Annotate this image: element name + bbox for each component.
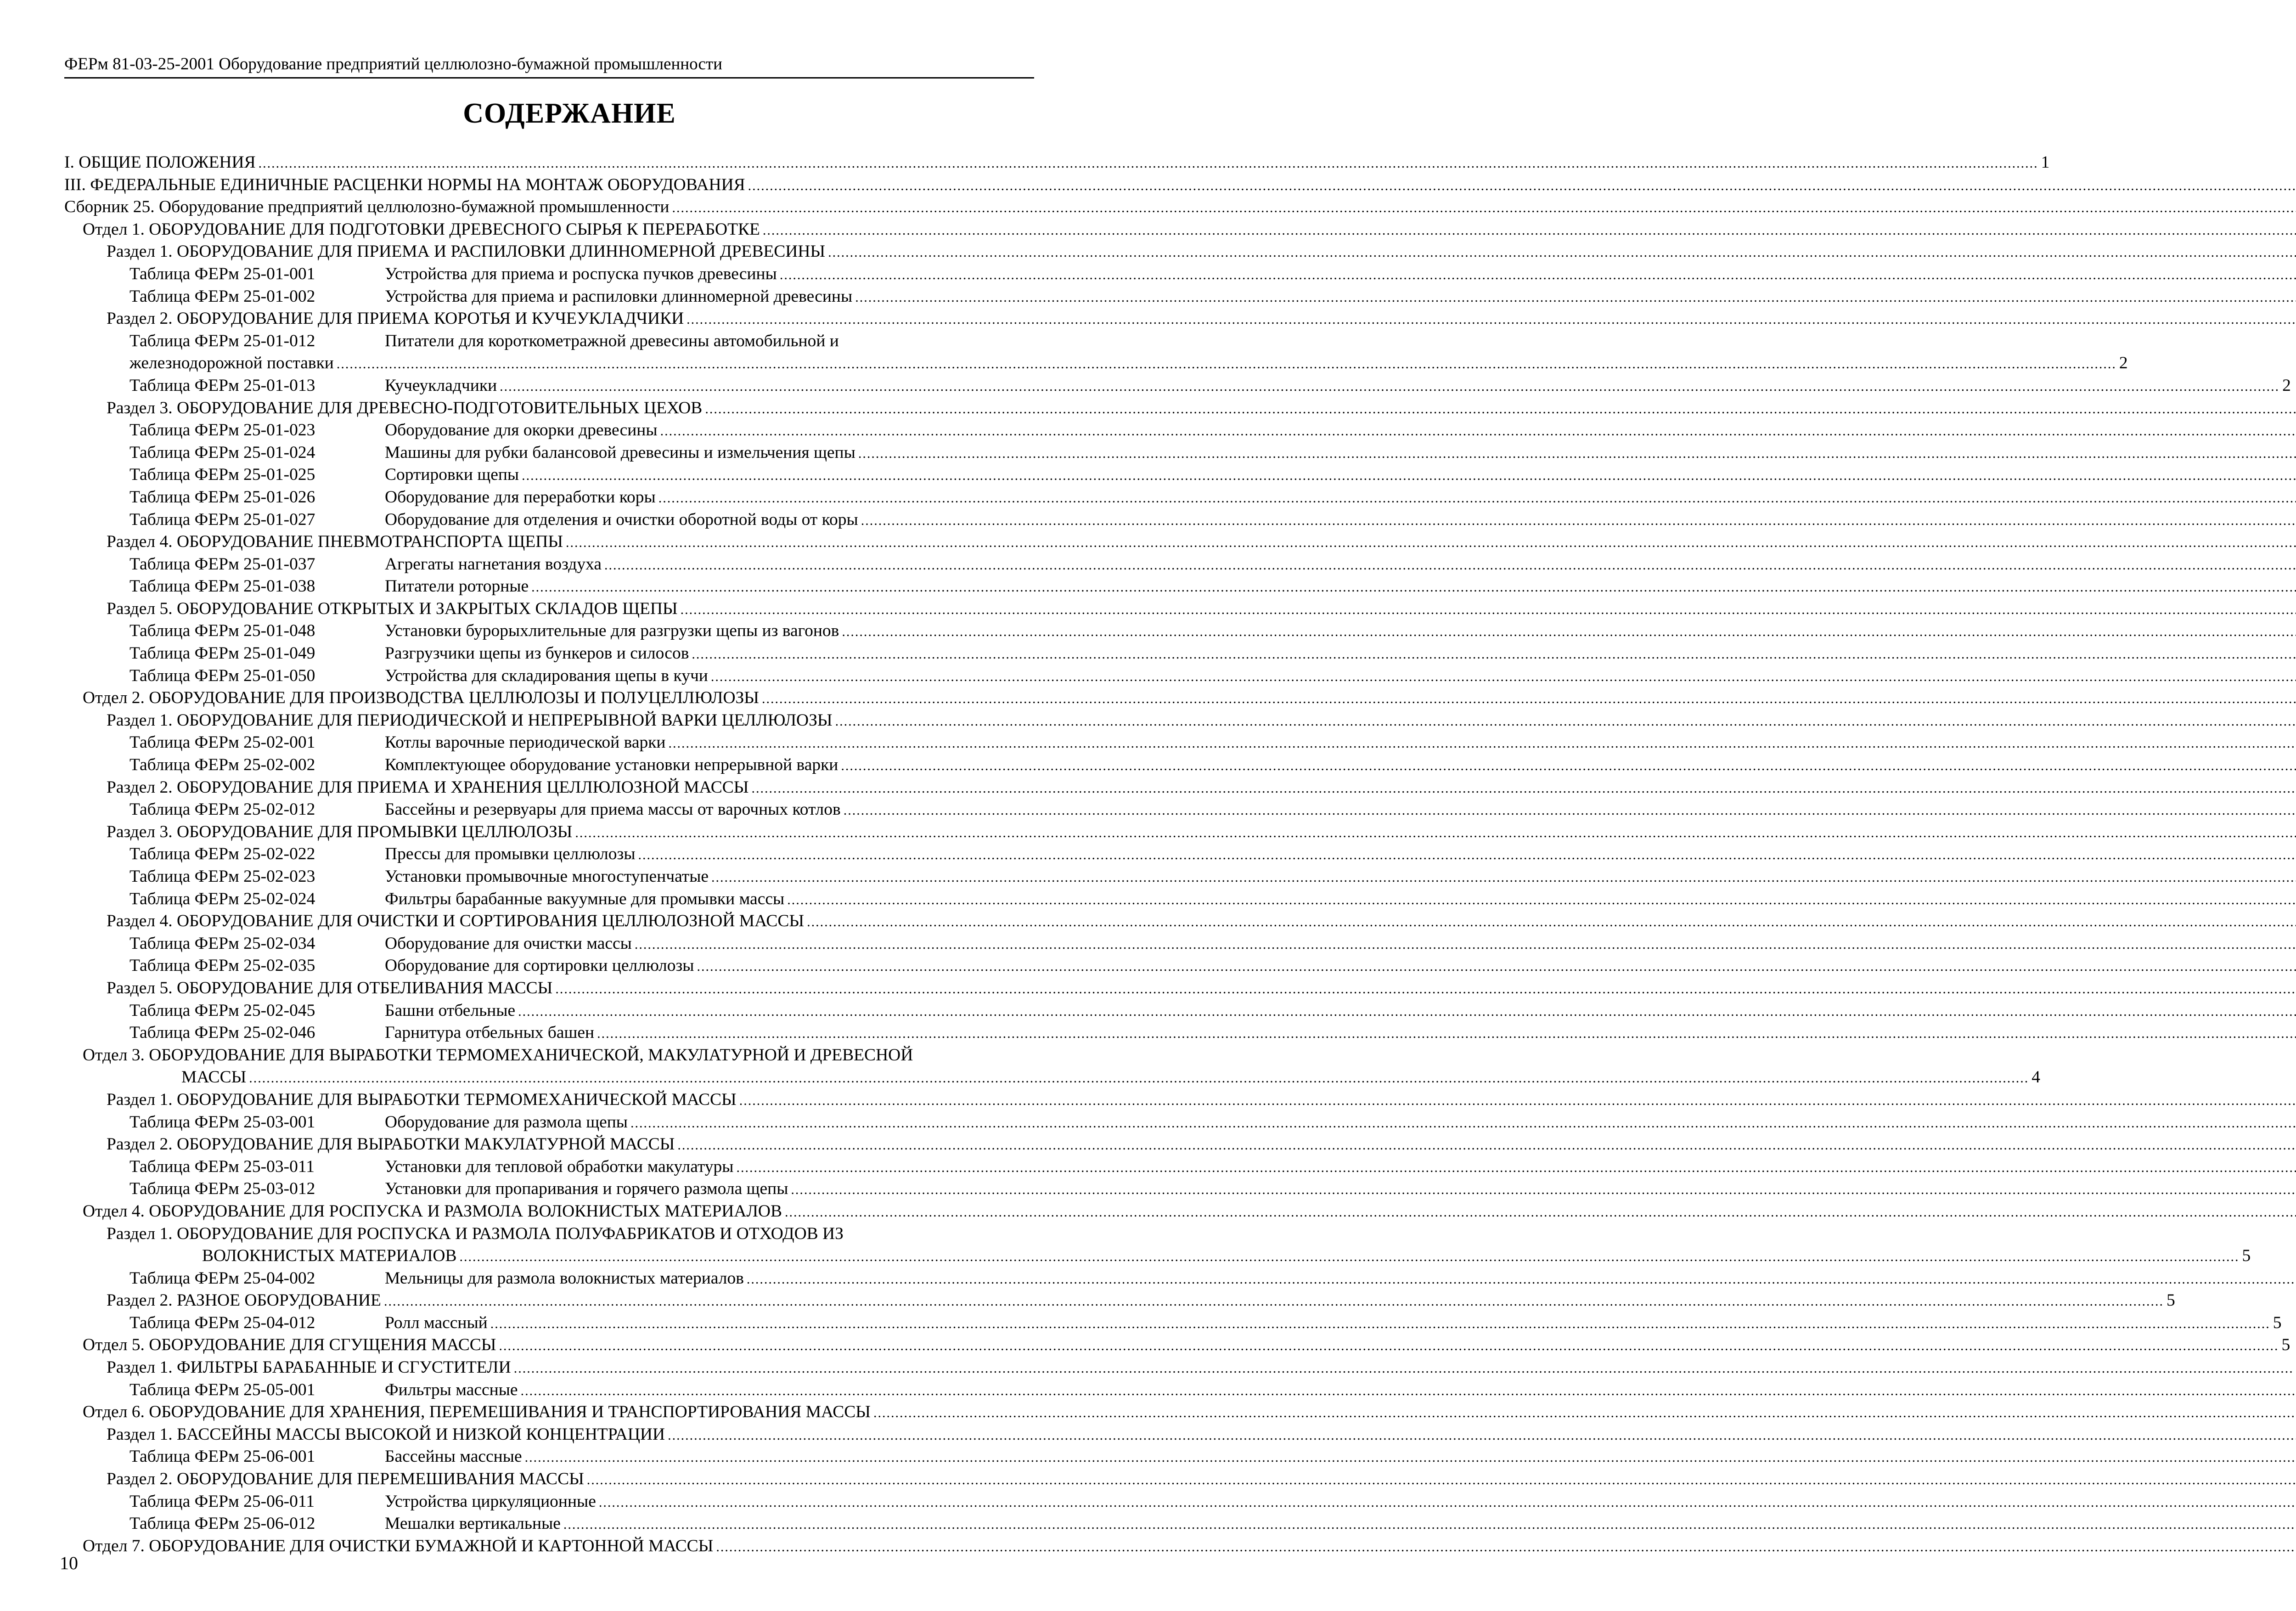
toc-entry-title: Сборник 25. Оборудование предприятий целлюлозно-бумажной промышленности [64, 197, 670, 217]
toc-entry[interactable] [64, 754, 1034, 777]
toc-table-code: Таблица ФЕРм 25-01-001 [129, 264, 315, 283]
toc-entry-title: Раздел 5. ОБОРУДОВАНИЕ ОТКРЫТЫХ И ЗАКРЫТЫХ СКЛАДОВ ЩЕПЫ [107, 599, 678, 618]
toc-entry-title: ВОЛОКНИСТЫХ МАТЕРИАЛОВ [202, 1246, 457, 1266]
toc-entry-title: Питатели роторные [385, 577, 529, 596]
dot-leader [835, 710, 2296, 733]
toc-table-code: Таблица ФЕРм 25-03-011 [129, 1157, 315, 1176]
dot-leader [739, 1090, 2296, 1112]
toc-table-code: Таблица ФЕРм 25-01-037 [129, 554, 315, 574]
dot-leader [499, 1335, 2279, 1358]
dot-leader [521, 1380, 2296, 1403]
toc-table-code: Таблица ФЕРм 25-01-013 [129, 376, 315, 395]
toc-table-code: Таблица ФЕРм 25-01-012 [129, 331, 315, 350]
toc-entry-title: Оборудование для отделения и очистки оборотной воды от коры [385, 510, 858, 529]
dot-leader [828, 242, 2296, 264]
toc-entry[interactable] [64, 352, 2128, 375]
toc-entry-title: Раздел 2. РАЗНОЕ ОБОРУДОВАНИЕ [107, 1291, 381, 1310]
dot-leader [855, 287, 2296, 309]
toc-entry-title: Бассейны и резервуары для приема массы от варочных котлов [385, 800, 841, 819]
toc-entry-title: Установки промывочные многоступенчатые [385, 867, 709, 886]
toc-entry[interactable] [64, 509, 1034, 531]
toc-table-code: Таблица ФЕРм 25-02-022 [129, 845, 315, 864]
toc-entry[interactable] [64, 1267, 1034, 1290]
toc-entry[interactable] [64, 620, 1034, 642]
dot-leader [259, 152, 2038, 175]
dot-leader [672, 197, 2296, 220]
dot-leader [873, 1402, 2296, 1425]
toc-entry-title: Оборудование для сортировки целлюлозы [385, 956, 694, 975]
toc-entry-title: Гарнитура отбельных башен [385, 1023, 595, 1042]
toc-table-code: Таблица ФЕРм 25-06-001 [129, 1447, 315, 1466]
toc-entry-title: Оборудование для окорки древесины [385, 421, 658, 440]
toc-entry[interactable] [64, 308, 1034, 330]
toc-entry[interactable] [64, 710, 1034, 732]
toc-entry[interactable] [64, 1044, 1034, 1067]
toc-entry-title: Раздел 1. ОБОРУДОВАНИЕ ДЛЯ ВЫРАБОТКИ ТЕРМОМЕХАНИЧЕСКОЙ МАССЫ [107, 1090, 737, 1109]
toc-table-code: Таблица ФЕРм 25-06-012 [129, 1514, 315, 1533]
toc-entry-title: Отдел 5. ОБОРУДОВАНИЕ ДЛЯ СГУЩЕНИЯ МАССЫ [83, 1335, 496, 1355]
dot-leader [587, 1469, 2296, 1492]
dot-leader [518, 1001, 2296, 1023]
toc-entry-title: Раздел 4. ОБОРУДОВАНИЕ ДЛЯ ОЧИСТКИ И СОРТИРОВАНИЯ ЦЕЛЛЮЛОЗНОЙ МАССЫ [107, 912, 805, 931]
dot-leader [705, 398, 2296, 421]
toc-table-code: Таблица ФЕРм 25-01-027 [129, 510, 315, 529]
toc-entry-title: Оборудование для переработки коры [385, 487, 656, 507]
dot-leader [762, 688, 2296, 710]
toc-entry-title: Кучеукладчики [385, 376, 497, 395]
toc-entry-title: Прессы для промывки целлюлозы [385, 845, 636, 864]
dot-leader [522, 465, 2296, 487]
toc-entry-title: Башни отбельные [385, 1001, 516, 1020]
toc-entry[interactable] [64, 531, 1034, 553]
page-title: СОДЕРЖАНИЕ [463, 98, 676, 129]
toc-entry-title: Отдел 3. ОБОРУДОВАНИЕ ДЛЯ ВЫРАБОТКИ ТЕРМОМЕХАНИЧЕСКОЙ, МАКУЛАТУРНОЙ И ДРЕВЕСНОЙ [83, 1045, 913, 1065]
toc-page-number: 2 [2282, 376, 2291, 395]
toc-entry[interactable] [64, 1491, 1034, 1513]
toc-table-code: Таблица ФЕРм 25-01-048 [129, 621, 315, 641]
toc-entry-title: Установки для тепловой обработки макулатуры [385, 1157, 734, 1176]
toc-entry-title: Раздел 2. ОБОРУДОВАНИЕ ДЛЯ ПРИЕМА КОРОТЬЯ И КУЧЕУКЛАДЧИКИ [107, 309, 684, 328]
toc-entry[interactable] [64, 1379, 1034, 1402]
toc-entry-title: Раздел 1. ОБОРУДОВАНИЕ ДЛЯ РОСПУСКА И РАЗМОЛА ПОЛУФАБРИКАТОВ И ОТХОДОВ ИЗ [107, 1224, 844, 1243]
toc-entry-title: Отдел 6. ОБОРУДОВАНИЕ ДЛЯ ХРАНЕНИЯ, ПЕРЕМЕШИВАНИЯ И ТРАНСПОРТИРОВАНИЯ МАССЫ [83, 1403, 871, 1422]
toc-page-number: 5 [2166, 1291, 2175, 1310]
toc-entry[interactable] [64, 174, 1034, 197]
toc-entry[interactable] [64, 1513, 1034, 1535]
toc-entry[interactable] [64, 1000, 1034, 1022]
dot-leader [697, 956, 2296, 978]
dot-leader [658, 487, 2296, 510]
toc-entry-title: Раздел 1. ОБОРУДОВАНИЕ ДЛЯ ПРИЕМА И РАСПИЛОВКИ ДЛИННОМЕРНОЙ ДРЕВЕСИНЫ [107, 242, 826, 261]
toc-entry-title: Комплектующее оборудование установки непрерывной варки [385, 755, 838, 775]
toc-entry-title: Раздел 5. ОБОРУДОВАНИЕ ДЛЯ ОТБЕЛИВАНИЯ МАССЫ [107, 978, 553, 997]
toc-table-code: Таблица ФЕРм 25-02-002 [129, 755, 315, 775]
toc-entry[interactable] [64, 152, 2050, 174]
dot-leader [687, 309, 2296, 331]
toc-entry[interactable] [64, 866, 1034, 888]
dot-leader [861, 510, 2296, 532]
toc-entry-title: Отдел 4. ОБОРУДОВАНИЕ ДЛЯ РОСПУСКА И РАЗМОЛА ВОЛОКНИСТЫХ МАТЕРИАЛОВ [83, 1201, 782, 1221]
dot-leader [791, 1179, 2296, 1201]
dot-leader [459, 1246, 2239, 1268]
toc-entry[interactable] [64, 1446, 1034, 1468]
dot-leader [638, 844, 2296, 867]
toc-entry[interactable] [64, 241, 1034, 263]
toc-entry-title: Устройства циркуляционные [385, 1492, 596, 1511]
toc-entry-title: Сортировки щепы [385, 465, 519, 484]
toc-page-number: 1 [2041, 153, 2050, 172]
dot-leader [785, 1201, 2296, 1224]
toc-entry-title: Бассейны массные [385, 1447, 522, 1466]
toc-entry[interactable] [64, 1468, 1034, 1491]
toc-entry[interactable] [64, 442, 1034, 464]
toc-entry-title: Раздел 2. ОБОРУДОВАНИЕ ДЛЯ ПЕРЕМЕШИВАНИЯ МАССЫ [107, 1470, 584, 1489]
toc-entry[interactable] [64, 1290, 2175, 1312]
toc-table-code: Таблица ФЕРм 25-02-046 [129, 1023, 315, 1042]
table-of-contents [64, 152, 2291, 1557]
toc-entry[interactable] [64, 732, 1034, 754]
toc-entry-title: Фильтры барабанные вакуумные для промывки массы [385, 889, 785, 908]
toc-entry-title: Отдел 1. ОБОРУДОВАНИЕ ДЛЯ ПОДГОТОВКИ ДРЕВЕСНОГО СЫРЬЯ К ПЕРЕРАБОТКЕ [83, 220, 760, 239]
toc-entry[interactable] [64, 821, 1034, 844]
toc-entry[interactable] [64, 330, 1034, 353]
dot-leader [337, 353, 2116, 376]
toc-entry[interactable] [64, 1223, 1034, 1245]
toc-entry-title: Мельницы для размола волокнистых материалов [385, 1268, 744, 1288]
toc-page-number: 5 [2242, 1246, 2251, 1266]
toc-entry[interactable] [64, 196, 1034, 219]
toc-entry-title: Устройства для приема и распиловки длинномерной древесины [385, 287, 853, 306]
dot-leader [555, 978, 2296, 1001]
toc-table-code: Таблица ФЕРм 25-01-038 [129, 577, 315, 596]
dot-leader [747, 1268, 2296, 1291]
dot-leader [841, 755, 2296, 777]
toc-entry[interactable] [64, 1200, 1034, 1223]
toc-entry[interactable] [64, 665, 1034, 687]
running-header: ФЕРм 81-03-25-2001 Оборудование предприятий целлюлозно-бумажной промышленности [64, 54, 1034, 79]
toc-entry-title: Питатели для короткометражной древесины автомобильной и [385, 331, 839, 350]
dot-leader [599, 1492, 2296, 1514]
toc-entry[interactable] [64, 642, 1034, 665]
dot-leader [668, 1425, 2296, 1447]
toc-entry[interactable] [64, 486, 1034, 509]
dot-leader [490, 1313, 2270, 1335]
toc-entry-title: Оборудование для размола щепы [385, 1112, 628, 1132]
toc-entry-title: Раздел 3. ОБОРУДОВАНИЕ ДЛЯ ПРОМЫВКИ ЦЕЛЛЮЛОЗЫ [107, 822, 573, 841]
dot-leader [692, 643, 2296, 666]
dot-leader [597, 1023, 2296, 1045]
toc-entry[interactable] [64, 799, 1034, 821]
toc-table-code: Таблица ФЕРм 25-02-035 [129, 956, 315, 975]
toc-entry[interactable] [64, 397, 1034, 420]
toc-entry-title: Раздел 1. БАССЕЙНЫ МАССЫ ВЫСОКОЙ И НИЗКОЙ КОНЦЕНТРАЦИИ [107, 1425, 665, 1444]
toc-entry[interactable] [64, 977, 1034, 1000]
dot-leader [525, 1447, 2296, 1469]
dot-leader [249, 1067, 2029, 1090]
toc-table-code: Таблица ФЕРм 25-01-049 [129, 644, 315, 663]
dot-leader [858, 443, 2296, 465]
toc-table-code: Таблица ФЕРм 25-01-026 [129, 487, 315, 507]
toc-table-code: Таблица ФЕРм 25-02-024 [129, 889, 315, 908]
toc-table-code: Таблица ФЕРм 25-06-011 [129, 1492, 315, 1511]
dot-leader [566, 532, 2296, 554]
toc-entry[interactable] [64, 375, 2291, 397]
dot-leader [711, 666, 2296, 688]
toc-table-code: Таблица ФЕРм 25-01-024 [129, 443, 315, 462]
toc-entry[interactable] [64, 1066, 2041, 1089]
dot-leader [752, 777, 2296, 800]
dot-leader [531, 576, 2296, 599]
dot-leader [563, 1514, 2296, 1536]
toc-table-code: Таблица ФЕРм 25-02-034 [129, 934, 315, 953]
dot-leader [844, 800, 2296, 822]
toc-entry-title: Установки для пропаривания и горячего размола щепы [385, 1179, 788, 1199]
toc-entry-title: Отдел 2. ОБОРУДОВАНИЕ ДЛЯ ПРОИЗВОДСТВА ЦЕЛЛЮЛОЗЫ И ПОЛУЦЕЛЛЮЛОЗЫ [83, 688, 760, 708]
toc-entry-title: Оборудование для очистки массы [385, 934, 632, 953]
dot-leader [500, 376, 2279, 398]
toc-entry[interactable] [64, 1312, 2282, 1335]
toc-entry-title: Установки бурорыхлительные для разгрузки щепы из вагонов [385, 621, 839, 641]
toc-entry-title: I. ОБЩИЕ ПОЛОЖЕНИЯ [64, 153, 256, 172]
toc-entry-title: Раздел 1. ФИЛЬТРЫ БАРАБАННЫЕ И СГУСТИТЕЛИ [107, 1358, 511, 1377]
toc-entry-title: Раздел 4. ОБОРУДОВАНИЕ ПНЕВМОТРАНСПОРТА ЩЕПЫ [107, 532, 563, 552]
toc-entry[interactable] [64, 1245, 2251, 1267]
dot-leader [716, 1536, 2296, 1559]
dot-leader [635, 934, 2296, 956]
toc-entry[interactable] [64, 553, 1034, 576]
toc-entry[interactable] [64, 1401, 1034, 1424]
toc-entry-title: Машины для рубки балансовой древесины и измельчения щепы [385, 443, 855, 462]
toc-entry[interactable] [64, 263, 1034, 286]
toc-table-code: Таблица ФЕРм 25-03-001 [129, 1112, 315, 1132]
toc-table-code: Таблица ФЕРм 25-01-050 [129, 666, 315, 685]
dot-leader [807, 911, 2296, 934]
dot-leader [748, 175, 2296, 197]
dot-leader [575, 822, 2296, 845]
dot-leader [787, 889, 2296, 912]
dot-leader [763, 220, 2296, 242]
toc-entry[interactable] [64, 687, 1034, 710]
toc-entry-title: железнодорожной поставки [129, 354, 334, 373]
page-number: 10 [60, 1553, 78, 1573]
toc-entry-title: Раздел 2. ОБОРУДОВАНИЕ ДЛЯ ВЫРАБОТКИ МАКУЛАТУРНОЙ МАССЫ [107, 1135, 675, 1154]
toc-entry[interactable] [64, 1111, 1034, 1134]
toc-entry-title: Агрегаты нагнетания воздуха [385, 554, 602, 574]
toc-entry-title: Устройства для складирования щепы в кучи [385, 666, 708, 685]
toc-entry-title: Раздел 3. ОБОРУДОВАНИЕ ДЛЯ ДРЕВЕСНО-ПОДГОТОВИТЕЛЬНЫХ ЦЕХОВ [107, 398, 703, 417]
toc-entry-title: Котлы варочные периодической варки [385, 733, 666, 752]
toc-entry[interactable] [64, 910, 1034, 933]
toc-entry-title: Отдел 7. ОБОРУДОВАНИЕ ДЛЯ ОЧИСТКИ БУМАЖНОЙ И КАРТОННОЙ МАССЫ [83, 1536, 714, 1555]
toc-entry[interactable] [64, 1357, 1034, 1379]
dot-leader [630, 1112, 2296, 1135]
toc-entry[interactable] [64, 888, 1034, 911]
toc-table-code: Таблица ФЕРм 25-03-012 [129, 1179, 315, 1199]
toc-entry[interactable] [64, 777, 1034, 799]
toc-table-code: Таблица ФЕРм 25-05-001 [129, 1380, 315, 1399]
dot-leader [514, 1358, 2294, 1380]
toc-entry[interactable] [64, 955, 1034, 977]
toc-entry[interactable] [64, 1133, 1034, 1156]
toc-entry[interactable] [64, 286, 1034, 308]
dot-leader [842, 621, 2296, 643]
toc-entry[interactable] [64, 575, 1034, 598]
toc-entry[interactable] [64, 598, 1034, 620]
toc-page-number: 5 [2281, 1335, 2290, 1355]
toc-page-number: 4 [2032, 1068, 2041, 1087]
toc-entry[interactable] [64, 419, 1034, 442]
toc-entry-title: Раздел 1. ОБОРУДОВАНИЕ ДЛЯ ПЕРИОДИЧЕСКОЙ И НЕПРЕРЫВНОЙ ВАРКИ ЦЕЛЛЮЛОЗЫ [107, 710, 833, 730]
toc-table-code: Таблица ФЕРм 25-02-045 [129, 1001, 315, 1020]
toc-entry[interactable] [64, 1334, 2290, 1357]
toc-entry-title: Разгрузчики щепы из бункеров и силосов [385, 644, 689, 663]
toc-entry[interactable] [64, 1535, 1034, 1558]
toc-table-code: Таблица ФЕРм 25-02-012 [129, 800, 315, 819]
toc-table-code: Таблица ФЕРм 25-02-023 [129, 867, 315, 886]
toc-page-number: 5 [2273, 1313, 2282, 1332]
toc-entry[interactable] [64, 1022, 1034, 1044]
toc-entry-title: Ролл массный [385, 1313, 488, 1332]
toc-entry-title: МАССЫ [181, 1068, 247, 1087]
toc-entry[interactable] [64, 464, 1034, 486]
dot-leader [677, 1134, 2296, 1157]
dot-leader [604, 554, 2296, 577]
toc-table-code: Таблица ФЕРм 25-02-001 [129, 733, 315, 752]
toc-entry-title: III. ФЕДЕРАЛЬНЫЕ ЕДИНИЧНЫЕ РАСЦЕНКИ НОРМЫ НА МОНТАЖ ОБОРУДОВАНИЯ [64, 175, 745, 194]
toc-entry[interactable] [64, 1178, 1034, 1200]
toc-table-code: Таблица ФЕРм 25-04-012 [129, 1313, 315, 1332]
dot-leader [711, 867, 2296, 889]
toc-table-code: Таблица ФЕРм 25-01-002 [129, 287, 315, 306]
toc-entry-title: Устройства для приема и роспуска пучков древесины [385, 264, 777, 283]
toc-entry[interactable] [64, 933, 1034, 955]
toc-entry-title: Фильтры массные [385, 1380, 518, 1399]
dot-leader [681, 599, 2296, 621]
toc-table-code: Таблица ФЕРм 25-04-002 [129, 1268, 315, 1288]
toc-table-code: Таблица ФЕРм 25-01-023 [129, 421, 315, 440]
toc-entry-title: Мешалки вертикальные [385, 1514, 561, 1533]
dot-leader [384, 1290, 2164, 1313]
toc-entry[interactable] [64, 1089, 1034, 1111]
dot-leader [780, 264, 2296, 287]
toc-entry-title: Раздел 2. ОБОРУДОВАНИЕ ДЛЯ ПРИЕМА И ХРАНЕНИЯ ЦЕЛЛЮЛОЗНОЙ МАССЫ [107, 777, 749, 797]
dot-leader [737, 1157, 2296, 1179]
toc-entry[interactable] [64, 219, 1034, 241]
toc-page-number: 2 [2119, 354, 2128, 373]
toc-entry[interactable] [64, 843, 1034, 866]
toc-entry[interactable] [64, 1156, 1034, 1178]
dot-leader [669, 732, 2296, 755]
toc-table-code: Таблица ФЕРм 25-01-025 [129, 465, 315, 484]
dot-leader [660, 420, 2296, 443]
toc-entry[interactable] [64, 1424, 1034, 1446]
